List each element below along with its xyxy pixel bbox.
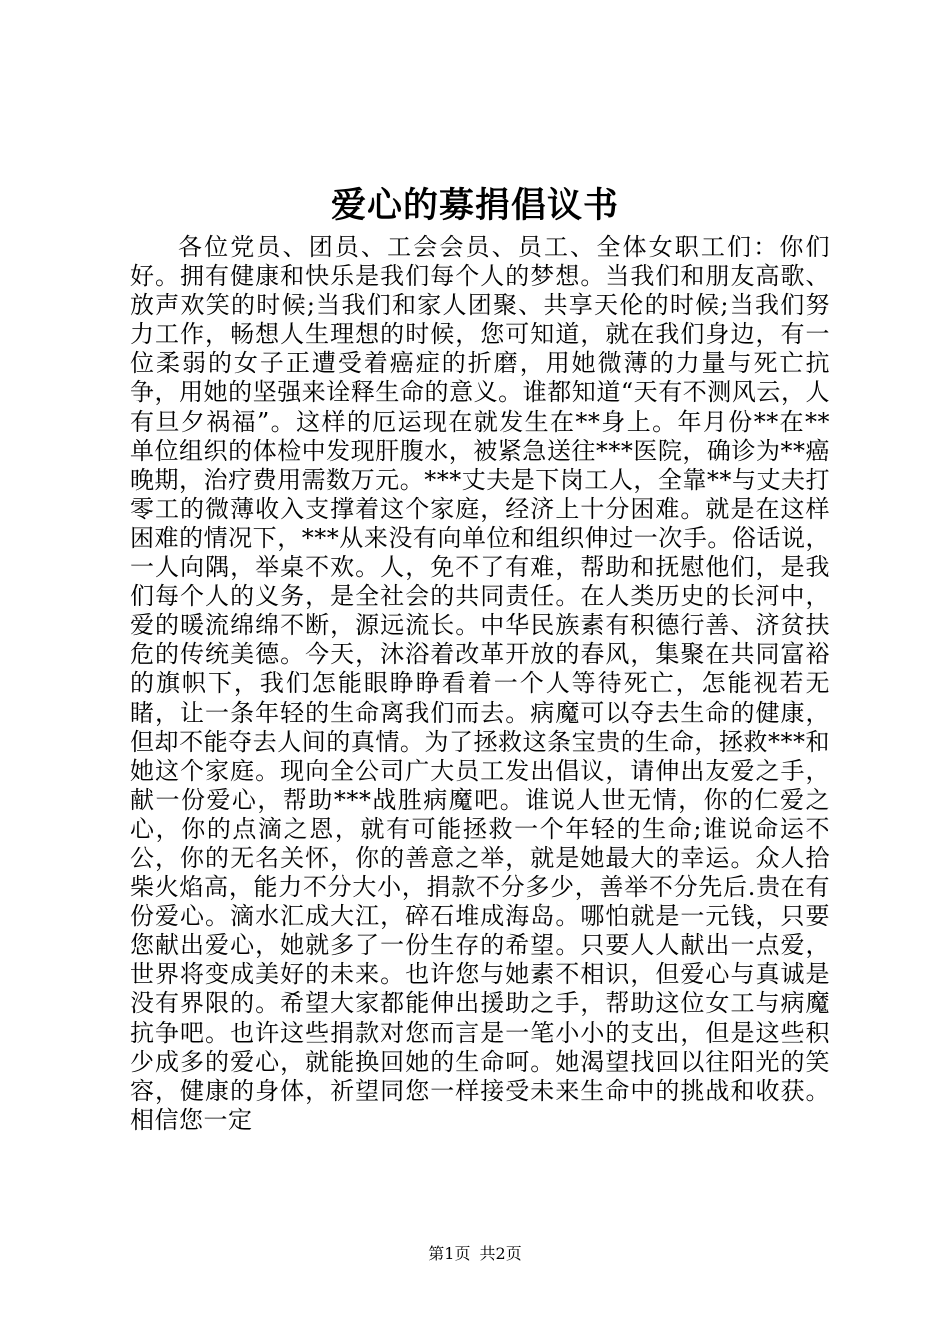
page-total: 共2页 [479, 1244, 522, 1263]
page-number: 第1页 [428, 1244, 471, 1263]
document-body: 各位党员、团员、工会会员、员工、全体女职工们：你们好。拥有健康和快乐是我们每个人的梦想。当我们和朋友高歌、放声欢笑的时候;当我们和家人团聚、共享天伦的时候;当我们努力工作，畅想人生理想的时候，您可知道，就在我们身边，有一位柔弱的女子正遭受着癌症的折磨，用她微薄的力量与死亡抗争，用她的坚强来诠释生命的意义。谁都知道“天有不测风云，人有旦夕祸福”。这样的厄运现在就发生在**身上。年月份**在**单位组织的体检中发现肝腹水，被紧急送往***医院，确诊为**癌晚期，治疗费用需数万元。***丈夫是下岗工人，全靠**与丈夫打零工的微薄收入支撑着这个家庭，经济上十分困难。就是在这样困难的情况下，***从来没有向单位和组织伸过一次手。俗话说，一人向隅，举桌不欢。人，免不了有难，帮助和抚慰他们，是我们每个人的义务，是全社会的共同责任。在人类历史的长河中，爱的暖流绵绵不断，源远流长。中华民族素有积德行善、济贫扶危的传统美德。今天，沐浴着改革开放的春风，集聚在共同富裕的旗帜下，我们怎能眼睁睁看着一个人等待死亡，怎能视若无睹，让一条年轻的生命离我们而去。病魔可以夺去生命的健康，但却不能夺去人间的真情。为了拯救这条宝贵的生命，拯救***和她这个家庭。现向全公司广大员工发出倡议，请伸出友爱之手，献一份爱心，帮助***战胜病魔吧。谁说人世无情，你的仁爱之心，你的点滴之恩，就有可能拯救一个年轻的生命;谁说命运不公，你的无名关怀，你的善意之举，就是她最大的幸运。众人拾柴火焰高，能力不分大小，捐款不分多少，善举不分先后.贵在有份爱心。滴水汇成大江，碎石堆成海岛。哪怕就是一元钱，只要您献出爱心，她就多了一份生存的希望。只要人人献出一点爱，世界将变成美好的未来。也许您与她素不相识，但爱心与真诚是没有界限的。希望大家都能伸出援助之手，帮助这位女工与病魔抗争吧。也许这些捐款对您而言是一笔小小的支出，但是这些积少成多的爱心，就能换回她的生命呵。她渴望找回以往阳光的笑容，健康的身体，祈望同您一样接受未来生命中的挑战和收获。相信您一定 [130, 233, 830, 1134]
document-title: 爱心的募捐倡议书 [330, 186, 619, 226]
page-footer [0, 1244, 950, 1264]
